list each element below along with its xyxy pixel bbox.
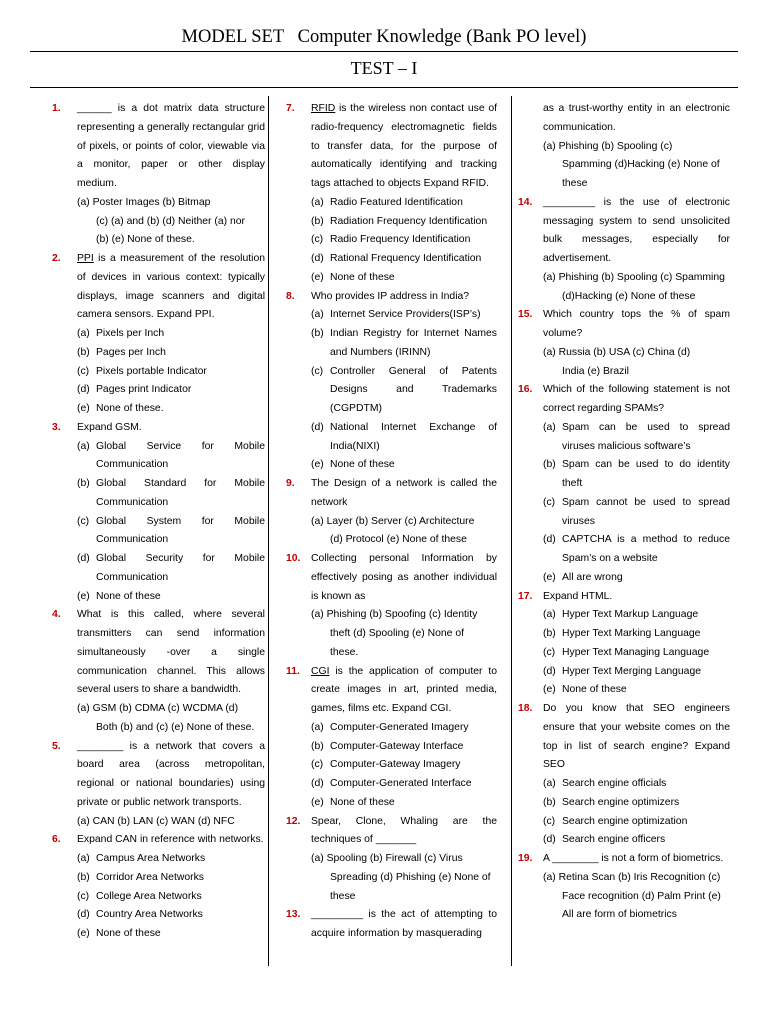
option: (b) Pages per Inch — [77, 346, 166, 358]
question-1 — [52, 100, 265, 194]
option: (a) Campus Area Networks — [77, 853, 206, 864]
option: (e) None of these — [77, 928, 161, 939]
option: (b) Hyper Text Marking Language — [543, 628, 701, 639]
option: (d) Computer-Generated Interface — [311, 778, 472, 789]
question-text: Who provides IP address in India? — [311, 290, 470, 302]
option: (c) Computer-Gateway Imagery — [311, 759, 461, 771]
question-17 — [518, 588, 730, 607]
options-line: these — [330, 890, 356, 902]
question-text: Expand CAN in reference with networks. — [77, 834, 264, 846]
question-text: The Design of a network is called the network — [311, 478, 497, 508]
option: (b) Corridor Area Networks — [77, 871, 204, 883]
option: (e) None of these — [311, 459, 395, 471]
question-13 — [286, 906, 497, 944]
question-number: 3. — [52, 421, 61, 433]
question-number: 14. — [518, 196, 533, 208]
options-line: (d) Protocol (e) None of these — [330, 534, 467, 546]
term: CGI — [311, 665, 330, 677]
test-subtitle: TEST – I — [350, 58, 418, 78]
option: (e) None of these — [543, 684, 627, 696]
question-number: 19. — [518, 853, 533, 864]
options-line: Both (b) and (c) (e) None of these. — [96, 721, 255, 733]
option: (d) Global Security for Mobile Communication — [77, 553, 265, 583]
question-12 — [286, 813, 497, 851]
options-line: (b) (e) None of these. — [96, 234, 195, 246]
question-6 — [52, 831, 265, 850]
question-text: is the act of attempting to acquire information by masquerading — [311, 909, 497, 939]
options-line: Spreading (d) Phishing (e) None of — [330, 871, 491, 883]
question-number: 5. — [52, 740, 61, 752]
question-number: 4. — [52, 609, 61, 621]
question-text: is the use of electronic messaging system to send unsolicited bulk messages, especially for advertisement. — [543, 196, 730, 264]
options-line: (a) Phishing (b) Spooling (c) Spamming — [543, 271, 725, 283]
option: (c) Spam cannot be used to spread viruses — [543, 496, 730, 527]
question-text: is the application of computer to create images in art, printed media, games, films etc. Expand CGI. — [311, 665, 497, 714]
question-text: Expand HTML. — [543, 590, 613, 602]
option: (c) Pixels portable Indicator — [77, 365, 207, 377]
question-number: 9. — [286, 478, 295, 489]
option: (a) Radio Featured Identification — [311, 196, 463, 208]
option: (c) Global System for Mobile Communication — [77, 515, 265, 546]
option: (c) Search engine optimization — [543, 815, 688, 827]
options-line: these. — [330, 646, 359, 658]
options-line: these — [562, 178, 588, 189]
question-8 — [286, 288, 497, 307]
question-number: 8. — [286, 290, 295, 302]
blank: A ________ — [543, 853, 599, 864]
option: (e) None of these — [311, 796, 395, 808]
question-text: is the wireless non contact use of radio-frequency electromagnetic fields to transfer data, for the purpose of automatically identifying and tracking tags attached to objects Expand RFID. — [311, 103, 497, 189]
options-line: (a) CAN (b) LAN (c) WAN (d) NFC — [77, 815, 235, 827]
option: (b) Radiation Frequency Identification — [311, 215, 488, 227]
column-2 — [286, 100, 497, 944]
option: (c) College Area Networks — [77, 890, 202, 902]
option: (d) Hyper Text Merging Language — [543, 665, 702, 677]
column-divider-1 — [268, 96, 269, 966]
option: (a) Search engine officials — [543, 778, 667, 789]
option: (a) Computer-Generated Imagery — [311, 721, 469, 733]
question-text: Spear, Clone, Whaling are the techniques of _______ — [311, 815, 497, 846]
question-text: Expand GSM. — [77, 421, 142, 433]
options-line: (a) Phishing (b) Spoofing (c) Identity — [311, 609, 478, 621]
options-line: (a) Russia (b) USA (c) China (d) — [543, 346, 691, 358]
blank: _________ — [311, 909, 364, 921]
question-text: is a network that covers a board area (across metropolitan, regional or national boundaries) using private or public network transports. — [77, 740, 265, 808]
term: RFID — [311, 103, 336, 114]
option: (c) Hyper Text Managing Language — [543, 646, 710, 658]
options-line: Spamming (d)Hacking (e) None of — [562, 159, 720, 171]
option: (a) Internet Service Providers(ISP’s) — [311, 309, 481, 321]
options-line: (a) Spooling (b) Firewall (c) Virus — [311, 853, 463, 864]
option: (d) Search engine officers — [543, 834, 666, 846]
column-1 — [52, 100, 265, 944]
subtitle-rule — [30, 87, 738, 88]
title-rule — [30, 51, 738, 52]
question-number: 13. — [286, 909, 301, 921]
question-text: What is this called, where several transmitters can send information simultaneously -over a single communication channel. This allows several users to share a bandwidth. — [77, 609, 265, 696]
blank: ______ — [77, 103, 112, 114]
options-line: Face recognition (d) Palm Print (e) — [562, 890, 721, 902]
options-line: theft (d) Spooling (e) None of — [330, 628, 464, 639]
options-line: (a) Phishing (b) Spooling (c) — [543, 140, 673, 152]
option: (d) Pages print Indicator — [77, 384, 192, 396]
blank: ________ — [77, 740, 124, 752]
question-text: Which of the following statement is not correct regarding SPAMs? — [543, 384, 730, 414]
options-line: All are form of biometrics — [562, 909, 677, 921]
question-number: 18. — [518, 703, 533, 714]
question-number: 2. — [52, 253, 61, 264]
option: (b) Indian Registry for Internet Names and Numbers (IRINN) — [311, 328, 497, 358]
column-divider-2 — [511, 96, 512, 966]
option: (b) Global Standard for Mobile Communication — [77, 478, 265, 508]
options-line: (c) (a) and (b) (d) Neither (a) nor — [96, 215, 245, 227]
question-7 — [286, 100, 497, 194]
question-16 — [518, 381, 730, 419]
options-line: India (e) Brazil — [562, 365, 629, 377]
column-3 — [518, 100, 730, 925]
question-number: 12. — [286, 815, 301, 827]
option: (e) None of these. — [77, 403, 164, 414]
options-line: (a) GSM (b) CDMA (c) WCDMA (d) — [77, 703, 239, 714]
question-text: Collecting personal Information by effectively posing as another individual is known as — [311, 553, 497, 602]
question-13-continued: as a trust-worthy entity in an electronic communication. — [543, 103, 730, 133]
question-text: Do you know that SEO engineers ensure that your website comes on the top in list of search engine? Expand SEO — [543, 703, 730, 771]
question-text: Which country tops the % of spam volume? — [543, 309, 730, 339]
option: (a) Spam can be used to spread viruses malicious software’s — [543, 421, 730, 452]
option: (b) Spam can be used to do identity theft — [543, 459, 730, 489]
options-line: (a) Retina Scan (b) Iris Recognition (c) — [543, 871, 721, 883]
question-number: 7. — [286, 103, 295, 114]
options-line: (a) Layer (b) Server (c) Architecture — [311, 515, 475, 527]
question-11 — [286, 663, 497, 719]
option: (d) Country Area Networks — [77, 909, 203, 921]
question-text: is a measurement of the resolution of devices in various context: typically displays, image scanners and digital camera sensors. Expand PPI. — [77, 253, 265, 321]
option: (d) Rational Frequency Identification — [311, 253, 482, 264]
option: (e) All are wrong — [543, 571, 623, 583]
question-number: 6. — [52, 834, 61, 846]
question-19 — [518, 850, 730, 869]
question-number: 11. — [286, 665, 300, 677]
option: (b) Search engine optimizers — [543, 796, 680, 808]
option: (e) None of these — [311, 271, 395, 283]
question-number: 15. — [518, 309, 533, 321]
question-14 — [518, 194, 730, 269]
question-10 — [286, 550, 497, 606]
option: (b) Computer-Gateway Interface — [311, 740, 464, 752]
option: (e) None of these — [77, 590, 161, 602]
term: PPI — [77, 253, 94, 264]
question-18 — [518, 700, 730, 775]
option: (c) Radio Frequency Identification — [311, 234, 471, 246]
question-3 — [52, 419, 265, 438]
question-number: 10. — [286, 553, 301, 564]
option: (d) National Internet Exchange of India(NIXI) — [311, 421, 497, 452]
blank: _________ — [543, 196, 596, 208]
options-line: (a) Poster Images (b) Bitmap — [77, 196, 211, 208]
question-4 — [52, 606, 265, 700]
question-number: 17. — [518, 590, 533, 602]
question-15 — [518, 306, 730, 344]
question-number: 1. — [52, 103, 61, 114]
page-title: MODEL SET Computer Knowledge (Bank PO level) — [181, 27, 587, 47]
question-text: is not a form of biometrics. — [598, 853, 724, 864]
option: (c) Controller General of Patents Designs and Trademarks (CGPDTM) — [311, 365, 497, 414]
question-9 — [286, 475, 497, 513]
options-line: (d)Hacking (e) None of these — [562, 290, 696, 302]
option: (d) CAPTCHA is a method to reduce Spam’s on a website — [543, 534, 730, 564]
option: (a) Hyper Text Markup Language — [543, 609, 699, 621]
question-text: is a dot matrix data structure representing a generally rectangular grid of pixels, or points of color, viewable via a monitor, paper or other display medium. — [77, 103, 265, 189]
option: (a) Global Service for Mobile Communication — [77, 440, 265, 471]
question-5 — [52, 738, 265, 813]
option: (a) Pixels per Inch — [77, 328, 165, 339]
question-number: 16. — [518, 384, 533, 396]
question-2 — [52, 250, 265, 325]
